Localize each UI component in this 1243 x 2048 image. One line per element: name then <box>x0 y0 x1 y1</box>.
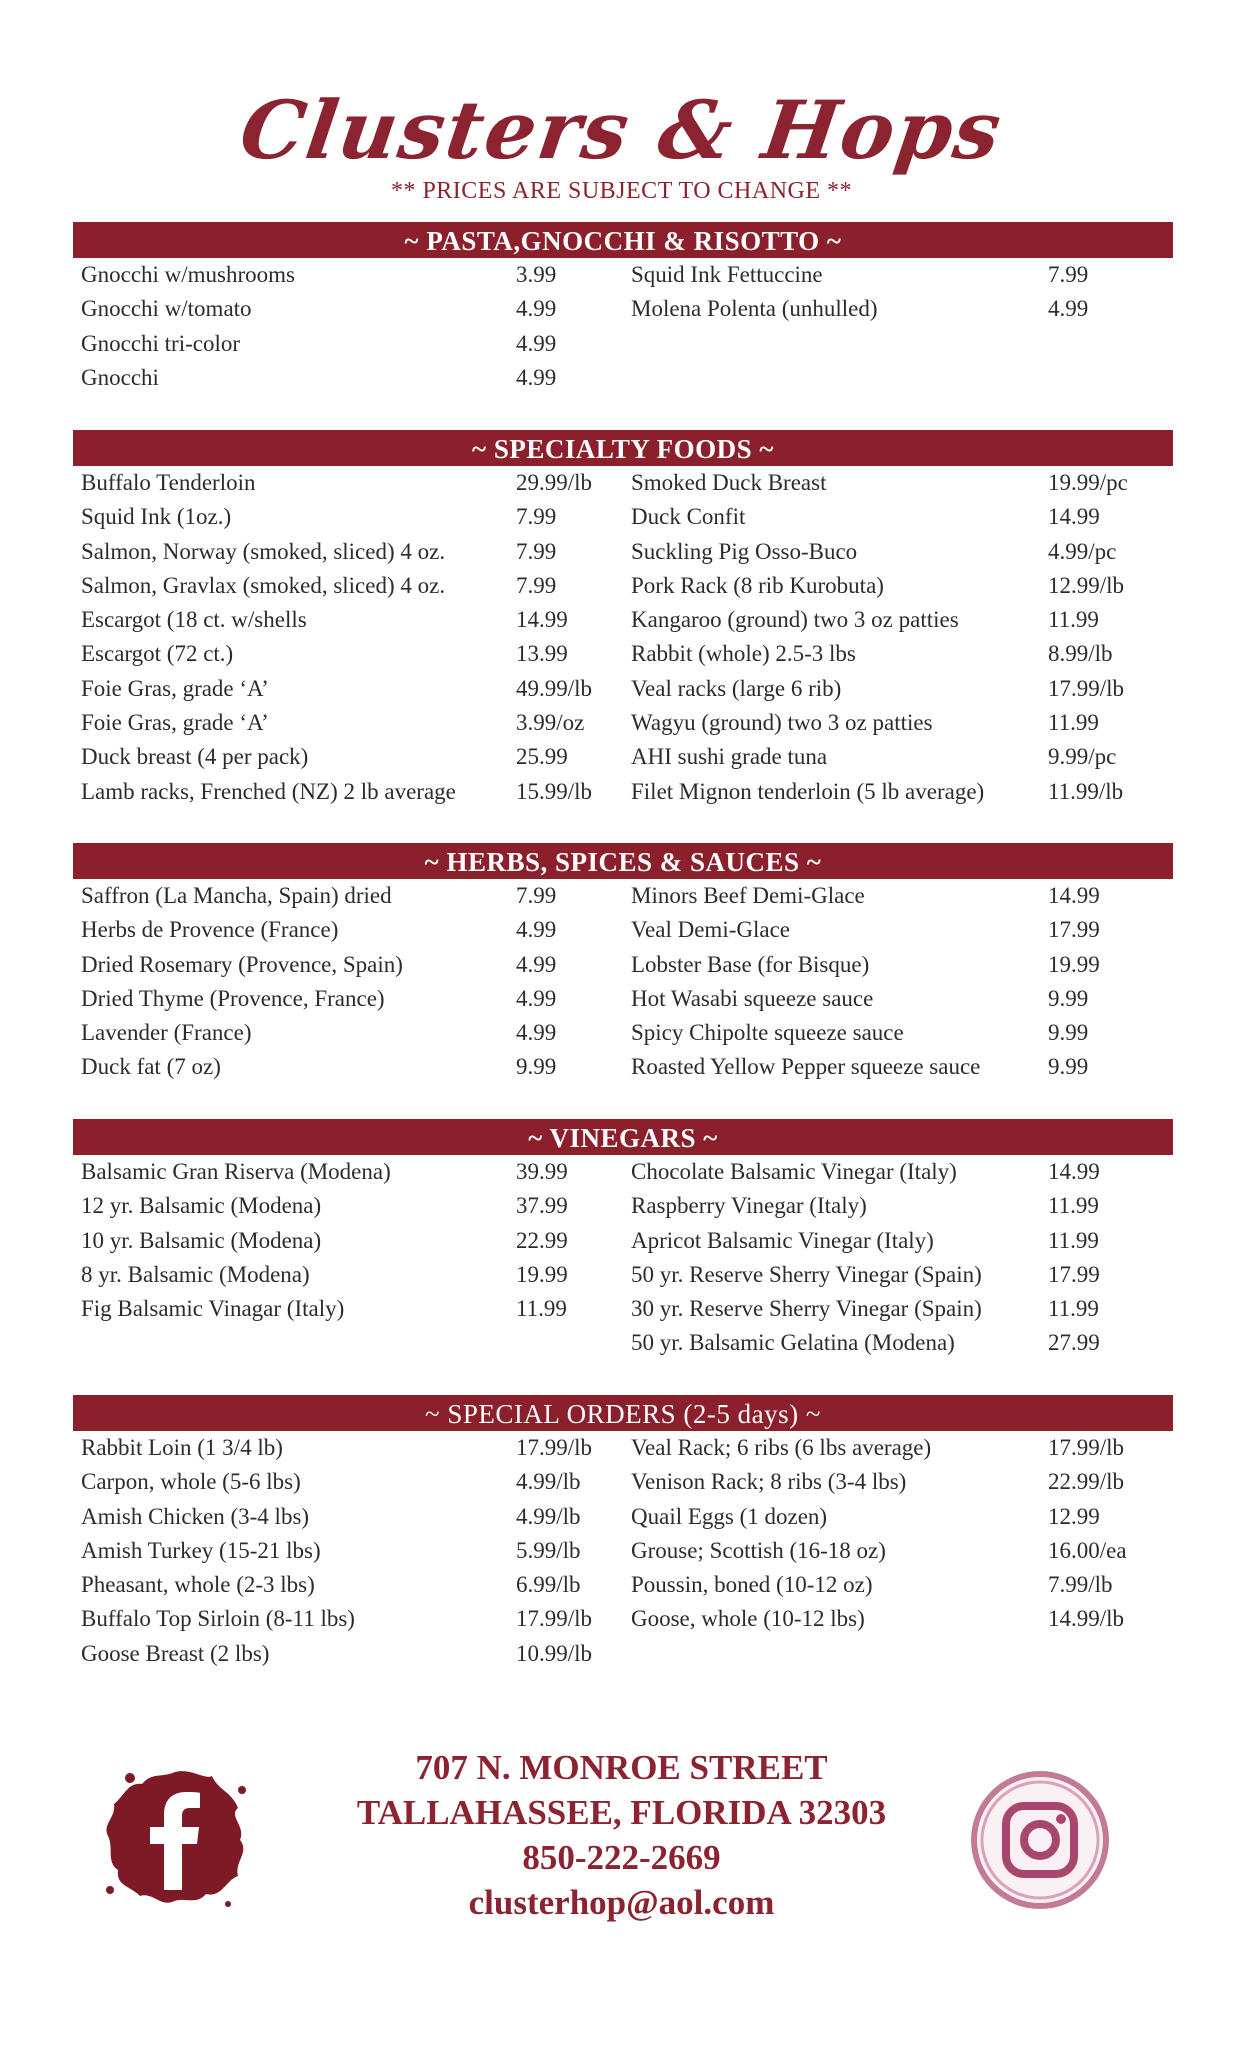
item-name: Duck Confit <box>631 504 746 530</box>
page-title: Clusters & Hops <box>234 83 1009 177</box>
item-price: 3.99 <box>516 262 557 287</box>
item-name: Fig Balsamic Vinagar (Italy) <box>81 1296 345 1322</box>
item-name: Rabbit Loin (1 3/4 lb) <box>81 1435 283 1460</box>
section-specialty-foods <box>73 430 1173 804</box>
item-name: Escargot (72 ct.) <box>81 641 234 667</box>
item-name: Grouse; Scottish (16-18 oz) <box>631 1537 886 1563</box>
section-vinegars <box>73 1119 1173 1356</box>
item-name: Lobster Base (for Bisque) <box>631 951 870 977</box>
email-link[interactable]: clusterhop@aol.com <box>468 1883 775 1922</box>
item-price: 17.99/lb <box>1048 1435 1125 1460</box>
item-name: Amish Chicken (3-4 lbs) <box>81 1503 310 1529</box>
item-price: 19.99/pc <box>1048 470 1128 495</box>
instagram-icon[interactable] <box>970 1770 1110 1910</box>
item-name: Duck breast (4 per pack) <box>81 744 309 770</box>
item-name: Carpon, whole (5-6 lbs) <box>81 1469 301 1495</box>
item-price: 17.99/lb <box>516 1606 593 1632</box>
item-name: Raspberry Vinegar (Italy) <box>631 1193 867 1219</box>
item-price: 14.99/lb <box>1048 1606 1125 1632</box>
item-name: Chocolate Balsamic Vinegar (Italy) <box>631 1159 957 1184</box>
price-notice: ** PRICES ARE SUBJECT TO CHANGE ** <box>390 178 853 204</box>
item-name: Poussin, boned (10-12 oz) <box>631 1572 873 1598</box>
item-price: 14.99 <box>1048 1159 1100 1184</box>
item-price: 4.99 <box>1048 296 1089 322</box>
item-price: 16.00/ea <box>1048 1537 1127 1563</box>
item-name: Squid Ink Fettuccine <box>631 262 823 287</box>
item-price: 7.99 <box>516 572 557 598</box>
item-name: Lavender (France) <box>81 1020 252 1046</box>
item-price: 4.99 <box>516 296 557 322</box>
item-name: 30 yr. Reserve Sherry Vinegar (Spain) <box>631 1296 982 1322</box>
item-price: 11.99 <box>1048 1193 1099 1219</box>
item-name: Dried Rosemary (Provence, Spain) <box>81 951 403 977</box>
item-name: Foie Gras, grade ‘A’ <box>81 675 269 701</box>
item-name: Buffalo Top Sirloin (8-11 lbs) <box>81 1606 355 1632</box>
item-price: 15.99/lb <box>516 778 593 804</box>
item-price: 14.99 <box>516 607 568 633</box>
item-name: Salmon, Norway (smoked, sliced) 4 oz. <box>81 538 446 564</box>
item-price: 4.99 <box>516 330 557 356</box>
item-price: 9.99 <box>1048 1020 1089 1046</box>
item-name: Apricot Balsamic Vinegar (Italy) <box>631 1227 934 1253</box>
item-price: 5.99/lb <box>516 1537 581 1563</box>
item-name: Quail Eggs (1 dozen) <box>631 1503 828 1529</box>
item-name: Pork Rack (8 rib Kurobuta) <box>631 572 884 598</box>
section-heading: ~ SPECIAL ORDERS (2-5 days) ~ <box>73 1395 1173 1431</box>
item-name: AHI sushi grade tuna <box>631 744 828 770</box>
item-name: Molena Polenta (unhulled) <box>631 296 878 322</box>
item-price: 8.99/lb <box>1048 641 1113 667</box>
item-price: 14.99 <box>1048 504 1100 530</box>
item-name: Balsamic Gran Riserva (Modena) <box>81 1159 391 1184</box>
section-herbs-spices-sauces <box>73 843 1173 1080</box>
item-price: 12.99/lb <box>1048 572 1125 598</box>
item-name: Herbs de Provence (France) <box>81 917 339 943</box>
item-price: 6.99/lb <box>516 1572 581 1598</box>
item-name: 8 yr. Balsamic (Modena) <box>81 1261 310 1287</box>
item-price: 22.99/lb <box>1048 1469 1125 1495</box>
item-price: 17.99/lb <box>516 1435 593 1460</box>
item-name: Saffron (La Mancha, Spain) dried <box>81 883 392 908</box>
item-price: 11.99/lb <box>1048 778 1124 804</box>
item-price: 4.99 <box>516 1020 557 1046</box>
item-name: Gnocchi w/tomato <box>81 296 252 322</box>
item-name: Goose, whole (10-12 lbs) <box>631 1606 865 1632</box>
address-line: 707 N. MONROE STREET <box>415 1748 828 1787</box>
phone-number[interactable]: 850-222-2669 <box>522 1838 721 1877</box>
item-price: 11.99 <box>1048 1296 1099 1322</box>
item-name: Amish Turkey (15-21 lbs) <box>81 1537 321 1563</box>
item-price: 37.99 <box>516 1193 568 1219</box>
city-line: TALLAHASSEE, FLORIDA 32303 <box>356 1793 887 1832</box>
item-price: 19.99 <box>516 1261 568 1287</box>
item-price: 7.99/lb <box>1048 1572 1113 1598</box>
item-name: Gnocchi <box>81 364 159 390</box>
item-name: 12 yr. Balsamic (Modena) <box>81 1193 322 1219</box>
section-pasta <box>73 222 1173 390</box>
item-name: Suckling Pig Osso-Buco <box>631 538 858 564</box>
item-name: Veal Demi-Glace <box>631 917 791 943</box>
item-price: 4.99 <box>516 364 557 390</box>
item-price: 22.99 <box>516 1227 568 1253</box>
item-price: 12.99 <box>1048 1503 1100 1529</box>
item-price: 17.99 <box>1048 1261 1100 1287</box>
item-price: 11.99 <box>516 1296 567 1322</box>
item-price: 9.99 <box>1048 1054 1089 1080</box>
item-name: Foie Gras, grade ‘A’ <box>81 710 269 736</box>
item-name: Hot Wasabi squeeze sauce <box>631 985 874 1011</box>
item-price: 13.99 <box>516 641 568 667</box>
item-price: 9.99 <box>1048 985 1089 1011</box>
item-name: Filet Mignon tenderloin (5 lb average) <box>631 778 985 804</box>
item-price: 11.99 <box>1048 607 1099 633</box>
item-name: Spicy Chipolte squeeze sauce <box>631 1020 904 1046</box>
item-price: 11.99 <box>1048 710 1099 736</box>
item-price: 7.99 <box>516 883 557 908</box>
item-price: 49.99/lb <box>516 675 593 701</box>
item-name: Minors Beef Demi-Glace <box>631 883 865 908</box>
item-price: 4.99/lb <box>516 1503 581 1529</box>
item-price: 7.99 <box>516 504 557 530</box>
section-heading: ~ VINEGARS ~ <box>73 1119 1173 1155</box>
item-price: 4.99 <box>516 917 557 943</box>
item-name: Wagyu (ground) two 3 oz patties <box>631 710 933 736</box>
item-price: 19.99 <box>1048 951 1100 977</box>
item-price: 4.99 <box>516 985 557 1011</box>
item-name: Gnocchi w/mushrooms <box>81 262 296 287</box>
section-heading: ~ PASTA,GNOCCHI & RISOTTO ~ <box>73 222 1173 258</box>
item-name: Squid Ink (1oz.) <box>81 504 232 530</box>
item-name: Veal racks (large 6 rib) <box>631 675 842 701</box>
item-price: 29.99/lb <box>516 470 593 495</box>
item-name: Lamb racks, Frenched (NZ) 2 lb average <box>81 778 456 804</box>
item-name: 50 yr. Balsamic Gelatina (Modena) <box>631 1330 955 1356</box>
section-heading: ~ HERBS, SPICES & SAUCES ~ <box>73 843 1173 879</box>
item-name: Duck fat (7 oz) <box>81 1054 221 1080</box>
item-name: 50 yr. Reserve Sherry Vinegar (Spain) <box>631 1261 982 1287</box>
item-price: 4.99/pc <box>1048 538 1117 564</box>
item-price: 27.99 <box>1048 1330 1100 1356</box>
item-name: Roasted Yellow Pepper squeeze sauce <box>631 1054 981 1080</box>
item-price: 39.99 <box>516 1159 568 1184</box>
item-price: 10.99/lb <box>516 1640 593 1666</box>
item-name: Smoked Duck Breast <box>631 470 827 495</box>
item-name: 10 yr. Balsamic (Modena) <box>81 1227 322 1253</box>
item-name: Goose Breast (2 lbs) <box>81 1640 270 1666</box>
item-name: Kangaroo (ground) two 3 oz patties <box>631 607 959 633</box>
item-price: 17.99/lb <box>1048 675 1125 701</box>
item-price: 17.99 <box>1048 917 1100 943</box>
item-name: Venison Rack; 8 ribs (3-4 lbs) <box>631 1469 907 1495</box>
item-price: 7.99 <box>516 538 557 564</box>
section-special-orders <box>73 1395 1173 1666</box>
item-name: Veal Rack; 6 ribs (6 lbs average) <box>631 1435 932 1460</box>
item-price: 4.99 <box>516 951 557 977</box>
item-name: Buffalo Tenderloin <box>81 470 256 495</box>
item-price: 25.99 <box>516 744 568 770</box>
item-name: Gnocchi tri-color <box>81 330 241 356</box>
item-name: Dried Thyme (Provence, France) <box>81 985 385 1011</box>
item-price: 7.99 <box>1048 262 1089 287</box>
item-price: 9.99 <box>516 1054 557 1080</box>
item-name: Rabbit (whole) 2.5-3 lbs <box>631 641 856 667</box>
item-price: 9.99/pc <box>1048 744 1117 770</box>
item-name: Pheasant, whole (2-3 lbs) <box>81 1572 315 1598</box>
item-price: 3.99/oz <box>516 710 585 736</box>
section-heading: ~ SPECIALTY FOODS ~ <box>73 430 1173 466</box>
item-price: 14.99 <box>1048 883 1100 908</box>
item-name: Escargot (18 ct. w/shells <box>81 607 307 633</box>
item-price: 4.99/lb <box>516 1469 581 1495</box>
item-price: 11.99 <box>1048 1227 1099 1253</box>
item-name: Salmon, Gravlax (smoked, sliced) 4 oz. <box>81 572 446 598</box>
